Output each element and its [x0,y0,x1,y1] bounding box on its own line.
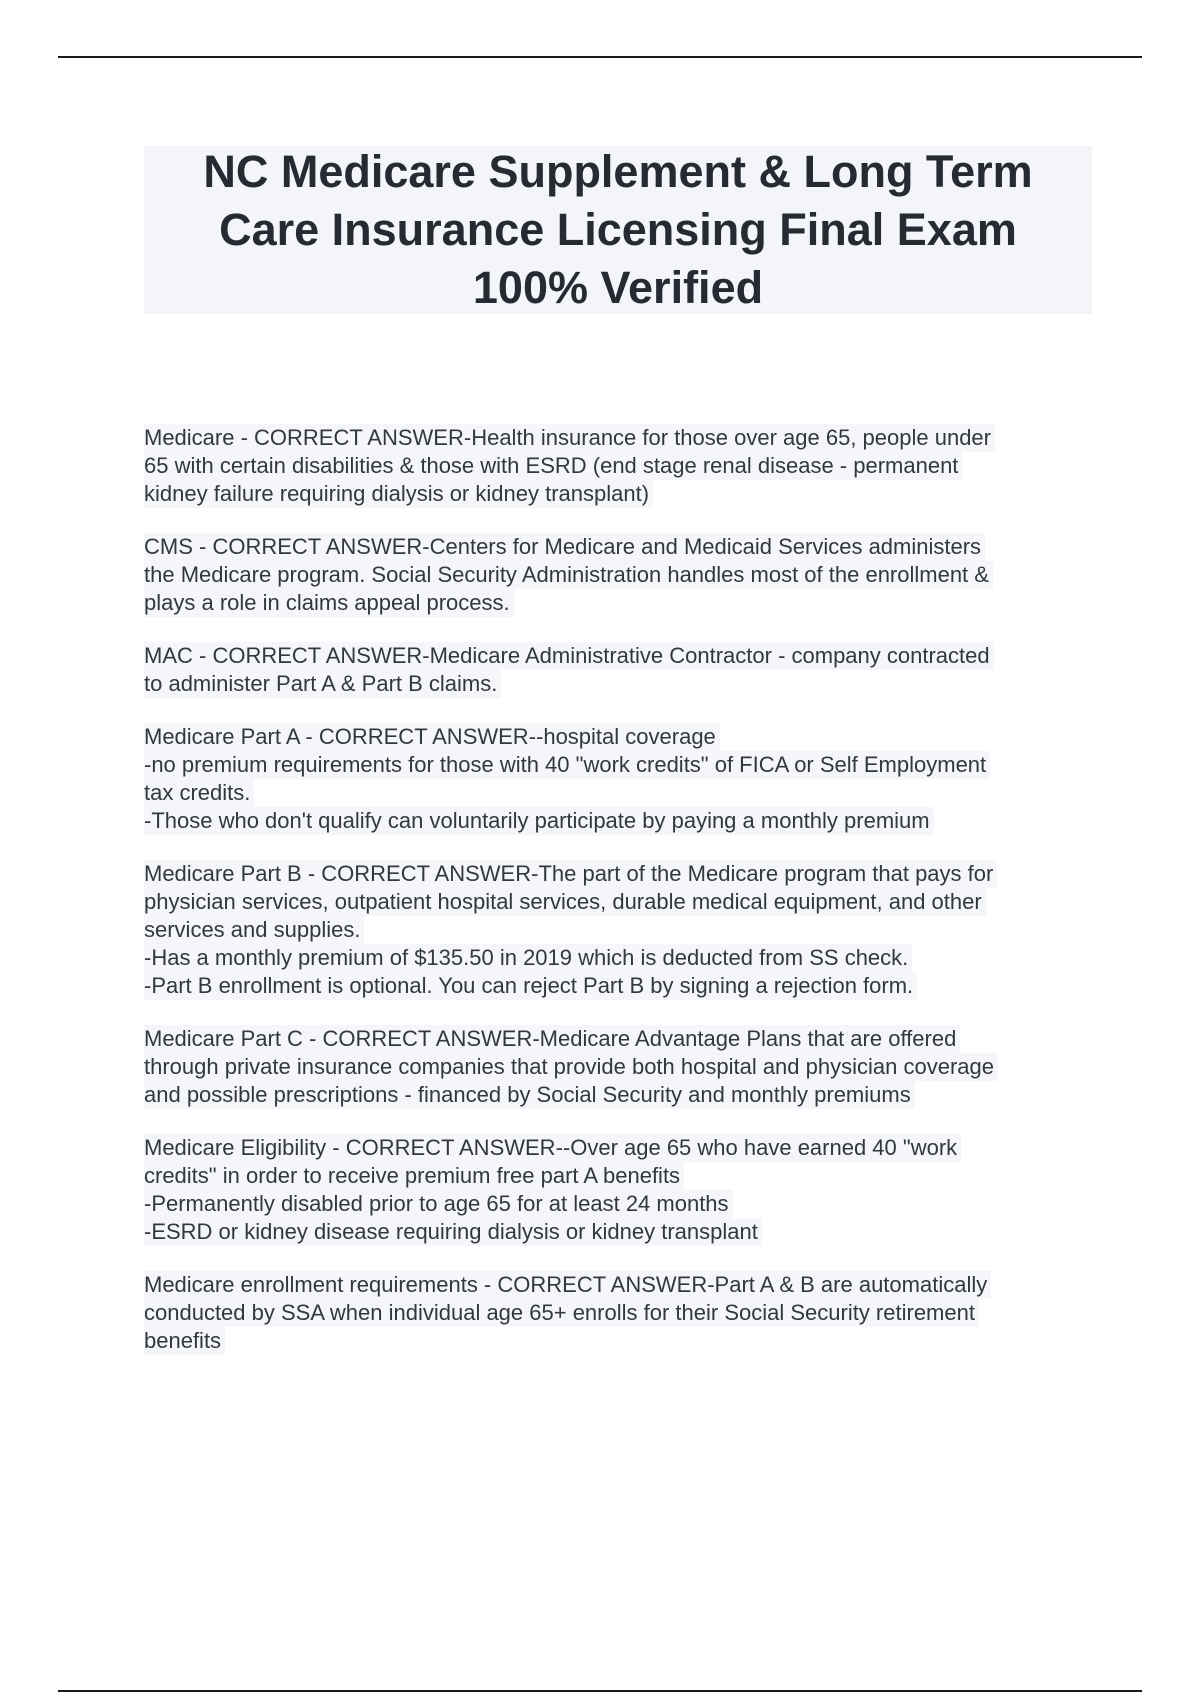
entry-line: -Permanently disabled prior to age 65 for at least 24 months [144,1190,733,1218]
top-rule [58,56,1142,58]
entry-line: MAC - CORRECT ANSWER-Medicare Administrative Contractor - company contracted [144,642,994,670]
entry-line: -ESRD or kidney disease requiring dialysis or kidney transplant [144,1218,762,1246]
bottom-rule [58,1690,1142,1692]
title-line: 100% Verified [472,262,764,313]
document-title [158,143,1078,317]
entry-line: conducted by SSA when individual age 65+ enrolls for their Social Security retirement [144,1299,979,1327]
qa-entry-medicare [144,424,1084,508]
entry-line: -Those who don't qualify can voluntarily participate by paying a monthly premium [144,807,934,835]
entry-line: Medicare Part B - CORRECT ANSWER-The part of the Medicare program that pays for [144,860,997,888]
entry-line: physician services, outpatient hospital services, durable medical equipment, and other [144,888,986,916]
qa-entry-eligibility [144,1134,1084,1246]
qa-entry-part-c [144,1025,1084,1109]
entry-line: benefits [144,1327,225,1355]
qa-entry-mac [144,642,1084,698]
entry-line: Medicare - CORRECT ANSWER-Health insurance for those over age 65, people under [144,424,995,452]
entry-line: -Has a monthly premium of $135.50 in 2019 which is deducted from SS check. [144,944,912,972]
entry-line: -no premium requirements for those with 40 "work credits" of FICA or Self Employment [144,751,990,779]
entry-line: the Medicare program. Social Security Administration handles most of the enrollment & [144,561,993,589]
entry-line: tax credits. [144,779,254,807]
entry-line: services and supplies. [144,916,364,944]
entry-line: through private insurance companies that provide both hospital and physician coverage [144,1053,998,1081]
qa-entry-cms [144,533,1084,617]
entry-line: Medicare enrollment requirements - CORRECT ANSWER-Part A & B are automatically [144,1271,991,1299]
entry-line: to administer Part A & Part B claims. [144,670,501,698]
title-banner [144,146,1092,314]
entry-line: Medicare Eligibility - CORRECT ANSWER--Over age 65 who have earned 40 "work [144,1134,961,1162]
entry-line: Medicare Part A - CORRECT ANSWER--hospital coverage [144,723,720,751]
entry-line: kidney failure requiring dialysis or kidney transplant) [144,480,653,508]
entry-line: credits" in order to receive premium free part A benefits [144,1162,684,1190]
qa-entry-part-a [144,723,1084,835]
qa-entry-enrollment [144,1271,1084,1355]
entry-line: 65 with certain disabilities & those with ESRD (end stage renal disease - permanent [144,452,962,480]
title-line: NC Medicare Supplement & Long Term [203,146,1033,197]
entry-line: and possible prescriptions - financed by Social Security and monthly premiums [144,1081,915,1109]
entry-line: plays a role in claims appeal process. [144,589,514,617]
entry-line: -Part B enrollment is optional. You can reject Part B by signing a rejection form. [144,972,917,1000]
entry-line: CMS - CORRECT ANSWER-Centers for Medicare and Medicaid Services administers [144,533,985,561]
entry-line: Medicare Part C - CORRECT ANSWER-Medicare Advantage Plans that are offered [144,1025,960,1053]
title-line: Care Insurance Licensing Final Exam [219,204,1017,255]
qa-list [144,424,1084,1380]
qa-entry-part-b [144,860,1084,1000]
